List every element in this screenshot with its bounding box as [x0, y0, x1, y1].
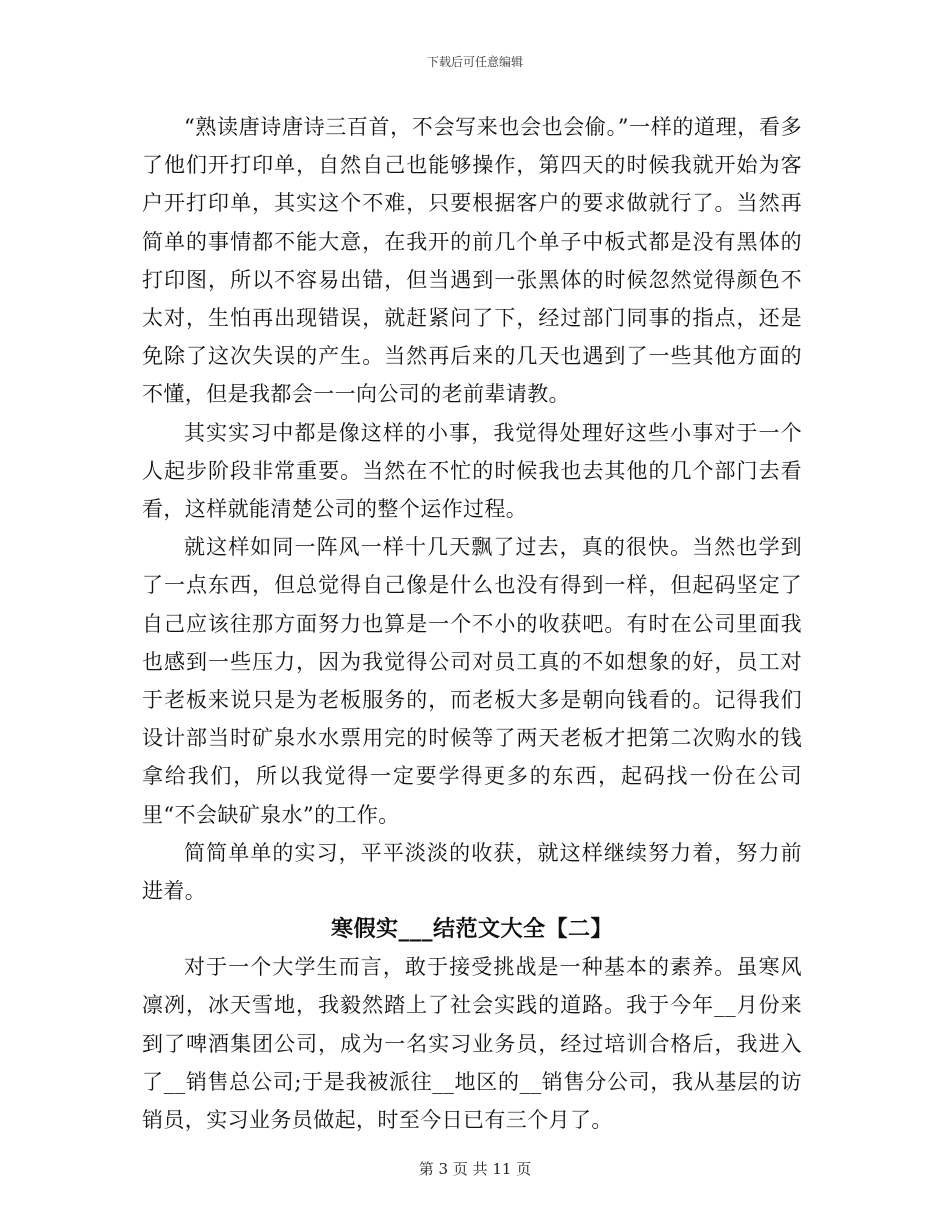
paragraph: 其实实习中都是像这样的小事，我觉得处理好这些小事对于一个人起步阶段非常重要。当然在不忙的时候我也去其他的几个部门去看看，这样就能清楚公司的整个运作过程。: [142, 420, 802, 522]
page-footer: 第 3 页 共 11 页: [418, 1160, 532, 1178]
document-body: [142, 108, 802, 1139]
page-header: 下载后可任意编辑: [426, 55, 523, 69]
section-heading: 寒假实___结范文大全【二】: [330, 916, 613, 943]
paragraph: 简简单单的实习，平平淡淡的收获，就这样继续努力着，努力前进着。: [142, 840, 802, 904]
paragraph: “熟读唐诗唐诗三百首，不会写来也会也会偷。”一样的道理，看多了他们开打印单，自然自己也能够操作，第四天的时候我就开始为客户开打印单，其实这个不难，只要根据客户的要求做就行了。当然再简单的事情都不能大意，在我开的前几个单子中板式都是没有黑体的打印图，所以不容易出错，但当遇到一张黑体的时候忽然觉得颜色不太对，生怕再出现错误，就赶紧问了下，经过部门同事的指点，还是免除了这次失误的产生。当然再后来的几天也遇到了一些其他方面的不懂，但是我都会一一向公司的老前辈请教。: [142, 115, 802, 407]
paragraph: 对于一个大学生而言，敢于接受挑战是一种基本的素养。虽寒风凛冽，冰天雪地，我毅然踏上了社会实践的道路。我于今年__月份来到了啤酒集团公司，成为一名实习业务员，经过培训合格后，我进入了__销售总公司;于是我被派往__地区的__销售分公司，我从基层的访销员，实习业务员做起，时至今日已有三个月了。: [142, 955, 802, 1133]
paragraph: 就这样如同一阵风一样十几天飘了过去，真的很快。当然也学到了一点东西，但总觉得自己像是什么也没有得到一样，但起码坚定了自己应该往那方面努力也算是一个不小的收获吧。有时在公司里面我也感到一些压力，因为我觉得公司对员工真的不如想象的好，员工对于老板来说只是为老板服务的，而老板大多是朝向钱看的。记得我们设计部当时矿泉水水票用完的时候等了两天老板才把第二次购水的钱拿给我们，所以我觉得一定要学得更多的东西，起码找一份在公司里“不会缺矿泉水”的工作。: [142, 535, 802, 827]
